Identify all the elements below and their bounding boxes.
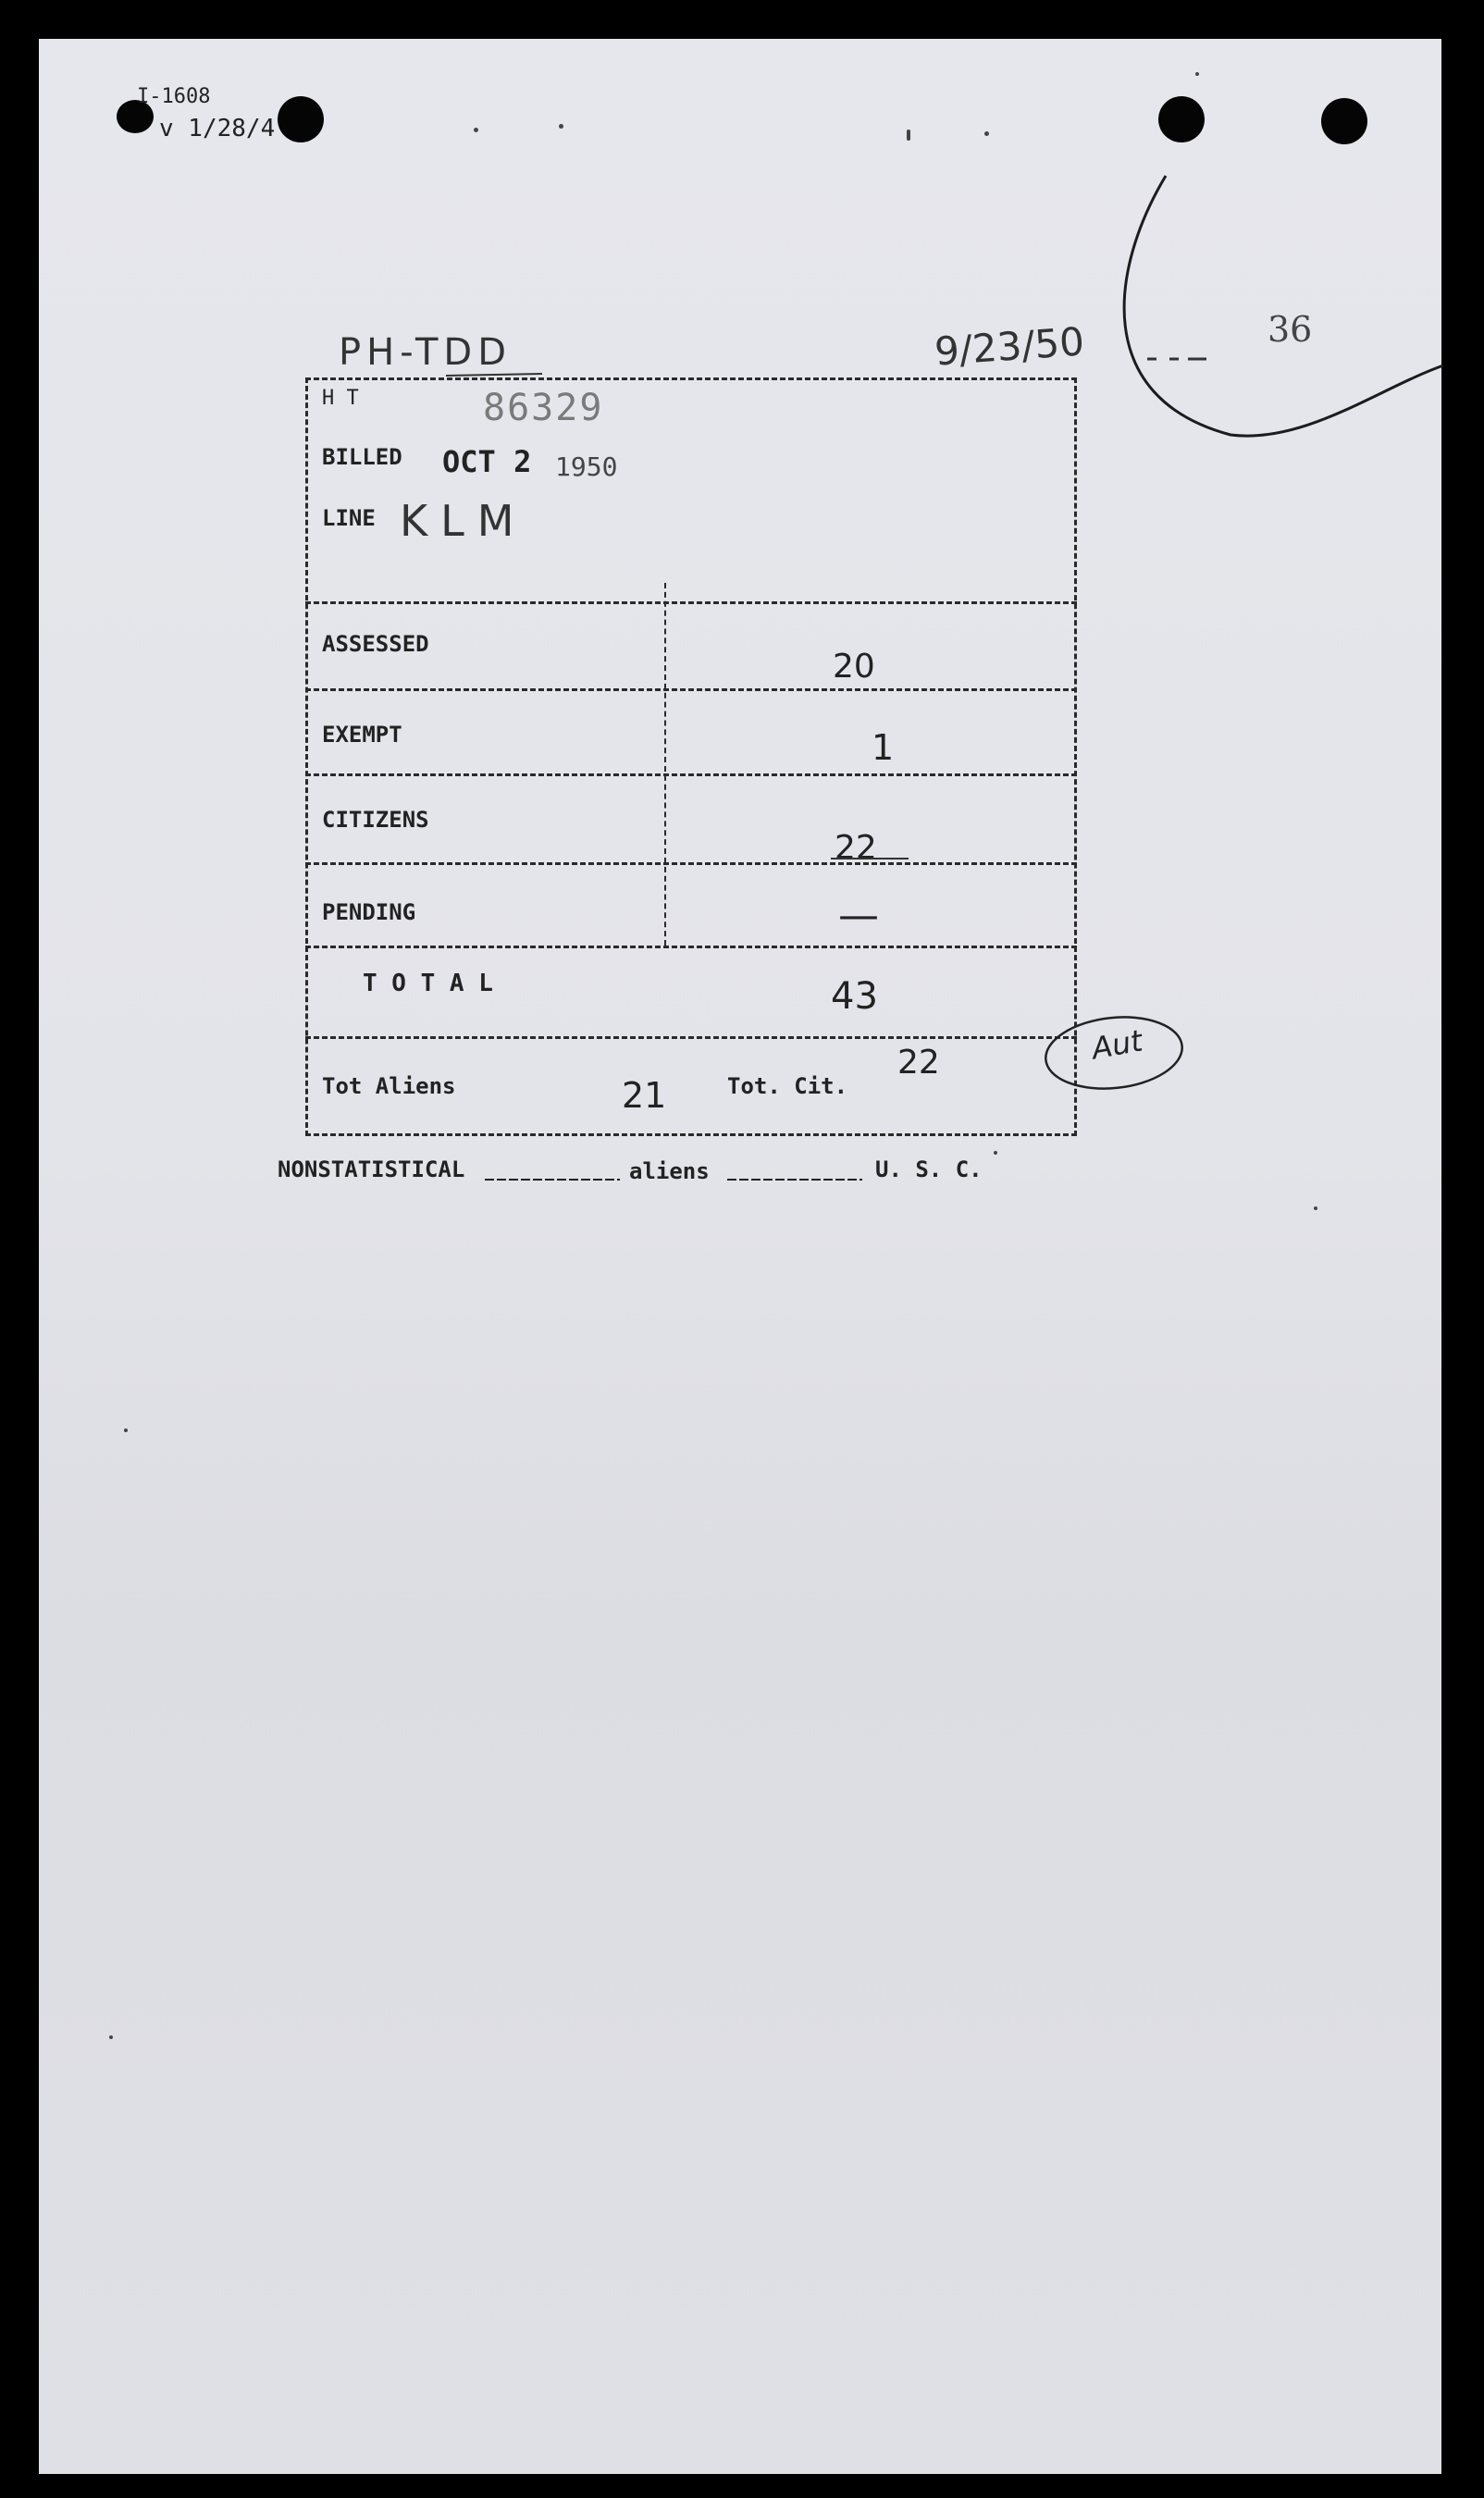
punch-hole-left <box>278 96 324 142</box>
punch-hole-right-2 <box>1321 98 1367 144</box>
total-value: 43 <box>831 975 878 1018</box>
nonstatistical-blank <box>485 1177 624 1182</box>
table-divider <box>305 601 1077 604</box>
speck <box>1314 1206 1317 1210</box>
nonstatistical-label: NONSTATISTICAL <box>278 1156 465 1182</box>
speck <box>1195 72 1199 76</box>
ht-number-stamp: 86329 <box>483 387 604 429</box>
speck <box>109 2035 113 2039</box>
speck <box>907 130 910 141</box>
table-divider <box>305 946 1077 948</box>
usc-label: U. S. C. <box>875 1156 983 1182</box>
initials-handwritten: Aut <box>1089 1022 1145 1067</box>
row-label-pending: PENDING <box>322 899 416 925</box>
table-divider <box>305 862 1077 865</box>
citizens-value-underline <box>829 855 912 862</box>
aliens-word: aliens <box>629 1158 710 1184</box>
row-label-citizens: CITIZENS <box>322 807 429 833</box>
row-value-citizens: 22 <box>835 829 877 867</box>
punch-hole-right-1 <box>1158 96 1205 142</box>
row-value-pending: — <box>838 892 879 939</box>
table-divider <box>305 773 1077 776</box>
billed-label: BILLED <box>322 444 402 470</box>
usc-blank <box>727 1177 866 1182</box>
row-label-assessed: ASSESSED <box>322 631 429 657</box>
speck <box>474 128 478 132</box>
form-number: I-1608 <box>137 85 211 108</box>
line-value-handwritten: KLM <box>400 496 527 546</box>
date-handwritten: 9/23/50 <box>933 318 1086 375</box>
tot-aliens-value: 21 <box>622 1075 667 1116</box>
speck <box>994 1151 997 1155</box>
billed-date-stamp-month: OCT 2 <box>442 444 532 479</box>
table-column-divider <box>664 583 666 946</box>
speck <box>984 131 989 136</box>
row-label-exempt: EXEMPT <box>322 722 402 748</box>
table-divider <box>305 688 1077 691</box>
flight-code-handwritten: PH-TDD <box>339 331 512 374</box>
bracket-mark <box>1101 167 1453 444</box>
tot-cit-value: 22 <box>897 1044 940 1082</box>
form-revision: v 1/28/4 <box>159 115 276 142</box>
speck <box>559 124 563 129</box>
page-number: 36 <box>1268 309 1313 350</box>
line-label: LINE <box>322 505 376 531</box>
ht-label: H T <box>322 387 359 410</box>
row-value-exempt: 1 <box>872 727 895 768</box>
row-value-assessed: 20 <box>833 648 875 686</box>
tot-cit-label: Tot. Cit. <box>727 1073 848 1099</box>
tot-aliens-label: Tot Aliens <box>322 1073 456 1099</box>
billed-date-stamp-year: 1950 <box>555 451 618 482</box>
speck <box>124 1428 128 1432</box>
manifest-summary-table <box>305 377 1077 1136</box>
table-divider <box>305 1036 1077 1039</box>
total-label: T O T A L <box>363 970 493 997</box>
